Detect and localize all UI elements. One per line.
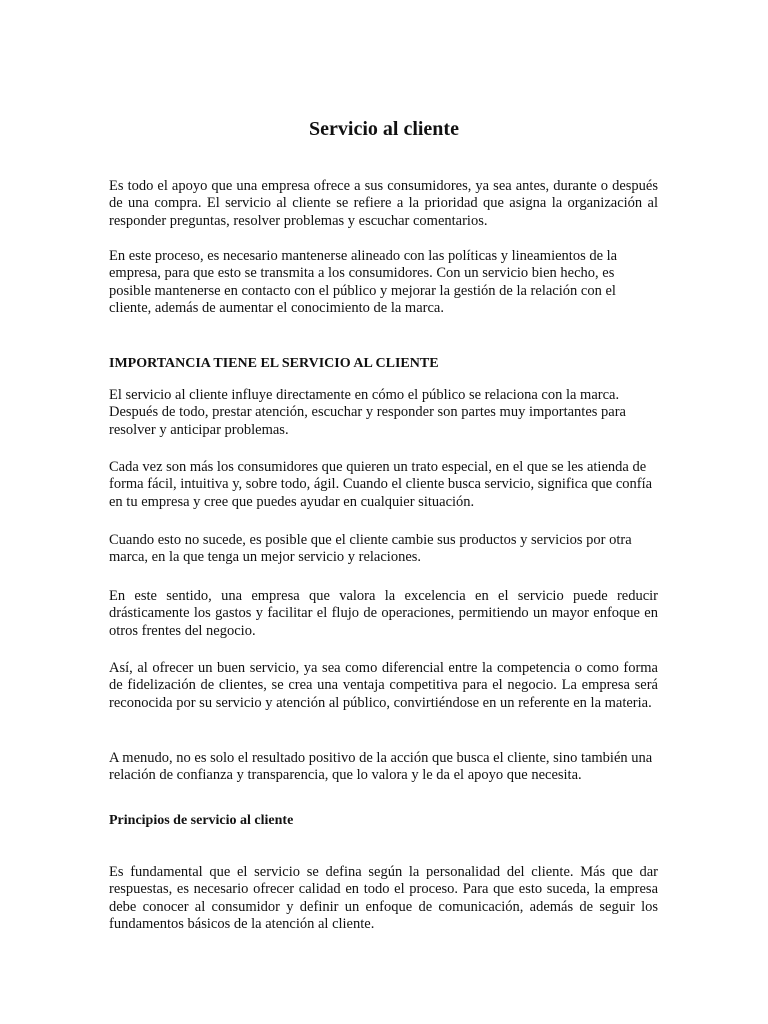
- page-title: Servicio al cliente: [309, 118, 459, 140]
- section-heading-importancia: IMPORTANCIA TIENE EL SERVICIO AL CLIENTE: [109, 356, 439, 371]
- intro-paragraph-1: Es todo el apoyo que una empresa ofrece a sus consumidores, ya sea antes, durante o después de una compra. El servicio al cliente se refiere a la prioridad que asigna la organización al responder preguntas, resolver problemas y escuchar comentarios.: [109, 178, 658, 229]
- importancia-paragraph-2: Cada vez son más los consumidores que quieren un trato especial, en el que se les atienda de forma fácil, intuitiva y, sobre todo, ágil. Cuando el cliente busca servicio, significa que confía en tu empresa y cree que puedes ayudar en cualquier situación.: [109, 459, 653, 510]
- importancia-paragraph-3: Cuando esto no sucede, es posible que el cliente cambie sus productos y servicios por otra marca, en la que tenga un mejor servicio y relaciones.: [109, 532, 632, 566]
- principios-paragraph-1: Es fundamental que el servicio se defina según la personalidad del cliente. Más que dar respuestas, es necesario ofrecer calidad en todo el proceso. Para que esto suceda, la empresa debe conocer al consumidor y definir un enfoque de comunicación, además de seguir los fundamentos básicos de la atención al cliente.: [109, 864, 658, 932]
- importancia-paragraph-6: A menudo, no es solo el resultado positivo de la acción que busca el cliente, sino también una relación de confianza y transparencia, que lo valora y le da el apoyo que necesita.: [109, 750, 653, 784]
- section-heading-principios: Principios de servicio al cliente: [109, 813, 294, 828]
- importancia-paragraph-1: El servicio al cliente influye directamente en cómo el público se relaciona con la marca. Después de todo, prestar atención, escuchar y responder son partes muy importantes para resolver y anticipar problemas.: [109, 387, 626, 438]
- importancia-paragraph-4: En este sentido, una empresa que valora la excelencia en el servicio puede reducir drásticamente los gastos y facilitar el flujo de operaciones, permitiendo un mayor enfoque en otros frentes del negocio.: [109, 588, 658, 639]
- importancia-paragraph-5: Así, al ofrecer un buen servicio, ya sea como diferencial entre la competencia o como forma de fidelización de clientes, se crea una ventaja competitiva para el negocio. La empresa será reconocida por su servicio y atención al público, convirtiéndose en un referente en la materia.: [109, 660, 658, 711]
- intro-paragraph-2: En este proceso, es necesario mantenerse alineado con las políticas y lineamientos de la empresa, para que esto se transmita a los consumidores. Con un servicio bien hecho, es posible mantenerse en contacto con el público y mejorar la gestión de la relación con el cliente, además de aumentar el conocimiento de la marca.: [109, 248, 618, 316]
